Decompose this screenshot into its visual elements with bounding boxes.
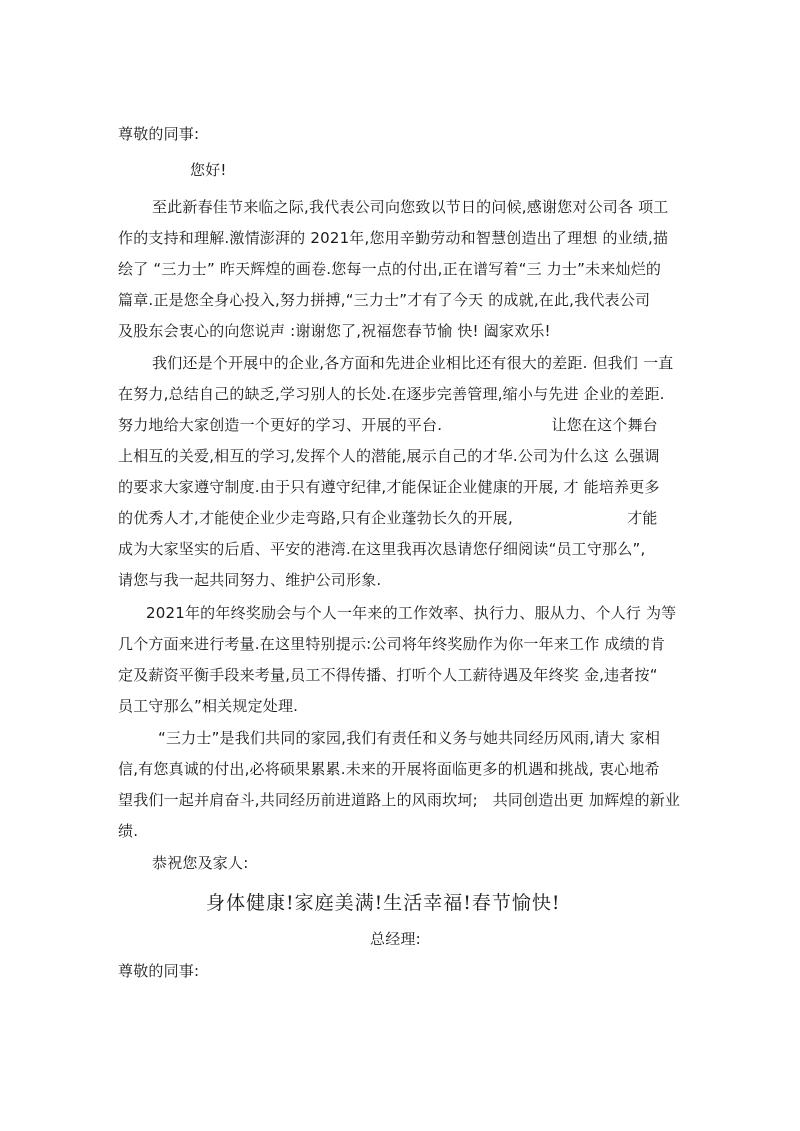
paragraph-line: 几个方面来进行考量.在这里特别提示:公司将年终奖励作为你一年来工作 成绩的肯 bbox=[118, 635, 666, 653]
paragraph-line: 定及薪资平衡手段来考量,员工不得传播、打听个人工薪待遇及年终奖 金,违者按“ bbox=[118, 666, 658, 684]
paragraph-line: 努力地给大家创造一个更好的学习、开展的平台. 让您在这个舞台 bbox=[118, 416, 658, 434]
paragraph-line: 至此新春佳节来临之际,我代表公司向您致以节日的问候,感谢您对公司各 项工 bbox=[152, 198, 669, 216]
closing-wishes: 恭祝您及家人: bbox=[152, 854, 249, 872]
paragraph-line: 在努力,总结自己的缺乏,学习别人的长处.在逐步完善管理,缩小与先进 企业的差距. bbox=[118, 385, 665, 403]
paragraph-line: 的优秀人才,才能使企业少走弯路,只有企业蓬勃长久的开展, 才能 bbox=[118, 509, 658, 527]
paragraph-line: “三力士”是我们共同的家园,我们有责任和义务与她共同经历风雨,请大 家相 bbox=[158, 729, 661, 747]
paragraph-line: 信,有您真诚的付出,必将硕果累累.未来的开展将面临更多的机遇和挑战, 衷心地希 bbox=[118, 760, 660, 778]
paragraph-line: 成为大家坚实的后盾、平安的港湾.在这里我再次恳请您仔细阅读“员工守那么”, bbox=[118, 540, 646, 558]
paragraph-line: 请您与我一起共同努力、维护公司形象. bbox=[118, 571, 382, 589]
paragraph-line: 2021年的年终奖励会与个人一年来的工作效率、执行力、服从力、个人行 为等 bbox=[146, 604, 677, 622]
paragraph-line: 员工守那么”相关规定处理. bbox=[118, 697, 299, 715]
signature: 总经理: bbox=[370, 930, 421, 948]
paragraph-line: 上相互的关爱,相互的学习,发挥个人的潜能,展示自己的才华.公司为什么这 么强调 bbox=[118, 447, 660, 465]
paragraph-line: 篇章.正是您全身心投入,努力拼搏,“三力士”才有了今天 的成就,在此,我代表公司 bbox=[118, 291, 651, 309]
paragraph-line: 我们还是个开展中的企业,各方面和先进企业相比还有很大的差距. 但我们 一直 bbox=[152, 354, 674, 372]
paragraph-line: 作的支持和理解.激情澎湃的 2021年,您用辛勤劳动和智慧创造出了理想 的业绩,描 bbox=[118, 229, 669, 247]
paragraph-line: 望我们一起并肩奋斗,共同经历前进道路上的风雨坎坷; 共同创造出更 加辉煌的新业 bbox=[118, 791, 681, 809]
paragraph-line: 绩. bbox=[118, 822, 139, 840]
paragraph-line: 的要求大家遵守制度.由于只有遵守纪律,才能保证企业健康的开展, 才 能培养更多 bbox=[118, 478, 660, 496]
salutation-repeat: 尊敬的同事: bbox=[118, 962, 200, 980]
paragraph-line: 绘了 “三力士” 昨天辉煌的画卷.您每一点的付出,正在谱写着“三 力士”未来灿烂的 bbox=[118, 260, 662, 278]
salutation: 尊敬的同事: bbox=[118, 125, 200, 143]
slogan: 身体健康!家庭美满!生活幸福!春节愉快! bbox=[206, 892, 561, 914]
greeting: 您好! bbox=[190, 161, 227, 179]
paragraph-line: 及股东会衷心的向您说声 :谢谢您了,祝福您春节愉 快! 阖家欢乐! bbox=[118, 322, 551, 340]
